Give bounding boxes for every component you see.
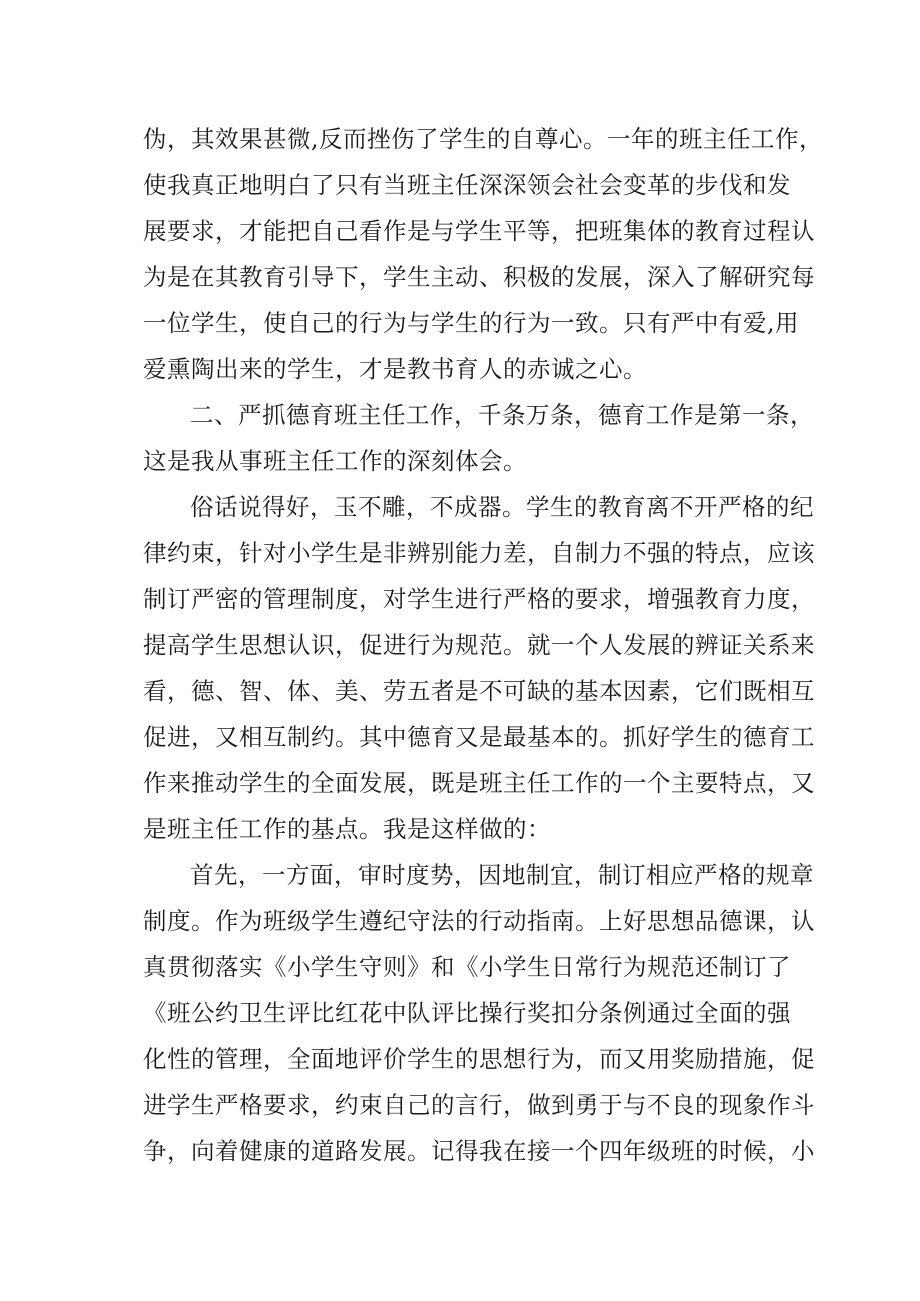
document-body [143,116,823,1174]
paragraph-1-line-2: 使我真正地明白了只有当班主任深深领会社会变革的步伐和发 [143,171,791,199]
paragraph-2-line-2: 这是我从事班主任工作的深刻体会。 [143,447,527,475]
paragraph-3-line-3: 制订严密的管理制度，对学生进行严格的要求，增强教育力度， [143,585,815,613]
paragraph-4-line-2: 制度。作为班级学生遵纪守法的行动指南。上好思想品德课，认 [143,907,815,935]
paragraph-3-line-7: 作来推动学生的全面发展，既是班主任工作的一个主要特点，又 [143,769,815,797]
paragraph-3-line-8: 是班主任工作的基点。我是这样做的： [143,815,551,843]
paragraph-4-line-5: 化性的管理，全面地评价学生的思想行为，而又用奖励措施，促 [143,1045,815,1073]
paragraph-1-line-3: 展要求，才能把自己看作是与学生平等，把班集体的教育过程认 [143,217,815,245]
paragraph-3-line-1: 俗话说得好，玉不雕，不成器。学生的教育离不开严格的纪 [190,493,814,521]
paragraph-4-line-1: 首先，一方面，审时度势，因地制宜，制订相应严格的规章 [190,861,814,889]
paragraph-3-line-6: 促进，又相互制约。其中德育又是最基本的。抓好学生的德育工 [143,723,815,751]
paragraph-4-line-4: 《班公约卫生评比红花中队评比操行奖扣分条例通过全面的强 [143,999,791,1027]
paragraph-1-line-5: 一位学生，使自己的行为与学生的行为一致。只有严中有爱,用 [143,309,799,337]
paragraph-4-line-7: 争，向着健康的道路发展。记得我在接一个四年级班的时候，小 [143,1137,815,1165]
paragraph-1-line-6: 爱熏陶出来的学生，才是教书育人的赤诚之心。 [143,355,647,383]
paragraph-1-line-1: 伪，其效果甚微,反而挫伤了学生的自尊心。一年的班主任工作， [143,125,823,153]
paragraph-4-line-3: 真贯彻落实《小学生守则》和《小学生日常行为规范还制订了 [143,953,791,981]
paragraph-3-line-4: 提高学生思想认识，促进行为规范。就一个人发展的辨证关系来 [143,631,815,659]
paragraph-2-line-1: 二、严抓德育班主任工作，千条万条，德育工作是第一条， [190,401,814,429]
paragraph-3-line-2: 律约束，针对小学生是非辨别能力差，自制力不强的特点，应该 [143,539,815,567]
paragraph-3-line-5: 看，德、智、体、美、劳五者是不可缺的基本因素，它们既相互 [143,677,815,705]
paragraph-4-line-6: 进学生严格要求，约束自己的言行，做到勇于与不良的现象作斗 [143,1091,815,1119]
paragraph-1-line-4: 为是在其教育引导下，学生主动、积极的发展，深入了解研究每 [143,263,815,291]
